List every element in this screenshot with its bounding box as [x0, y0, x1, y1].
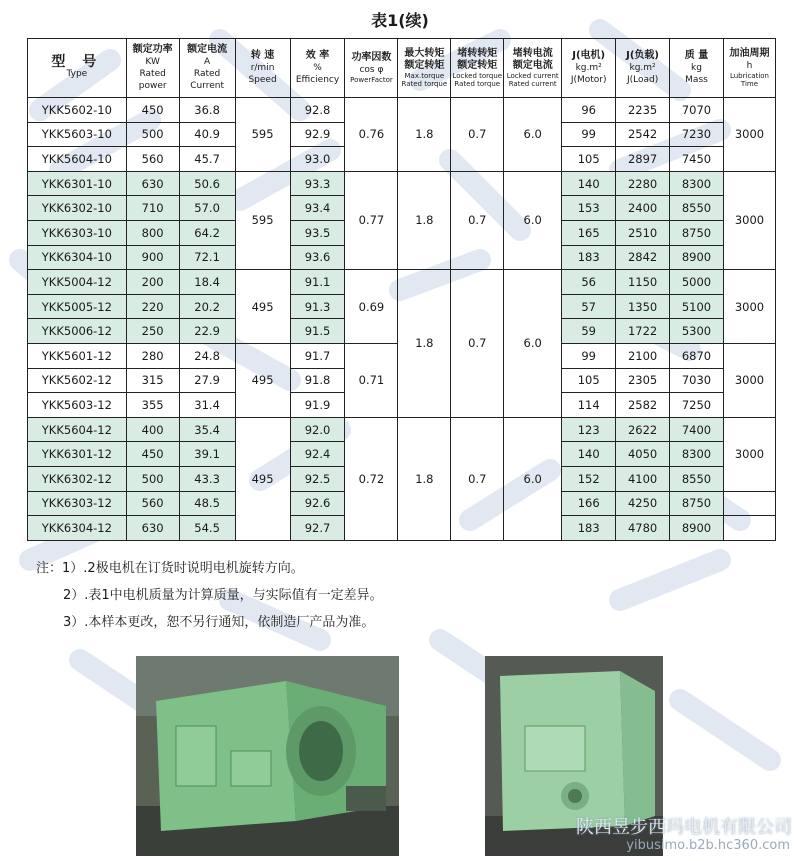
cell-type: YKK5006-12 — [28, 319, 127, 344]
cell-locked-current: 6.0 — [504, 98, 562, 172]
cell-type: YKK6302-12 — [28, 466, 127, 491]
cell-j-motor: 114 — [562, 393, 616, 418]
cell-mass: 8550 — [670, 196, 724, 221]
cell-rated-power: 220 — [126, 294, 179, 319]
cell-rated-power: 250 — [126, 319, 179, 344]
cell-locked-current: 6.0 — [504, 417, 562, 540]
cell-rated-current: 18.4 — [179, 270, 235, 295]
cell-rated-current: 24.8 — [179, 343, 235, 368]
cell-efficiency: 91.7 — [290, 343, 345, 368]
cell-rated-current: 31.4 — [179, 393, 235, 418]
cell-efficiency: 93.4 — [290, 196, 345, 221]
cell-mass: 7070 — [670, 98, 724, 123]
cell-power-factor: 0.69 — [345, 270, 398, 344]
cell-j-load: 1722 — [616, 319, 670, 344]
cell-j-load: 2280 — [616, 171, 670, 196]
cell-rated-power: 630 — [126, 516, 179, 541]
cell-rated-power: 500 — [126, 122, 179, 147]
cell-type: YKK5602-10 — [28, 98, 127, 123]
cell-j-motor: 96 — [562, 98, 616, 123]
cell-type: YKK5603-12 — [28, 393, 127, 418]
cell-j-load: 2100 — [616, 343, 670, 368]
cell-j-motor: 123 — [562, 417, 616, 442]
cell-j-load: 4250 — [616, 491, 670, 516]
cell-j-motor: 140 — [562, 442, 616, 467]
cell-rated-current: 72.1 — [179, 245, 235, 270]
cell-j-load: 2582 — [616, 393, 670, 418]
cell-j-load: 4050 — [616, 442, 670, 467]
cell-max-torque: 1.8 — [398, 417, 451, 540]
header-j-motor: J(电机) kg.m² J(Motor) — [562, 39, 616, 98]
cell-power-factor: 0.77 — [345, 171, 398, 269]
motor-spec-table — [27, 38, 776, 541]
cell-j-motor: 105 — [562, 368, 616, 393]
cell-j-motor: 140 — [562, 171, 616, 196]
cell-j-load: 2842 — [616, 245, 670, 270]
note-item: 1）.2极电机在订货时说明电机旋转方向。 — [62, 561, 304, 576]
cell-efficiency: 92.6 — [290, 491, 345, 516]
cell-max-torque: 1.8 — [398, 171, 451, 269]
cell-rated-current: 20.2 — [179, 294, 235, 319]
cell-lubrication-empty — [723, 516, 775, 541]
cell-j-motor: 183 — [562, 245, 616, 270]
cell-j-motor: 99 — [562, 122, 616, 147]
cell-rated-power: 400 — [126, 417, 179, 442]
header-row — [28, 39, 776, 98]
cell-efficiency: 91.8 — [290, 368, 345, 393]
cell-type: YKK5602-12 — [28, 368, 127, 393]
header-locked-torque: 堵转转矩 额定转矩 Locked torque Rated torque — [451, 39, 504, 98]
cell-mass: 8300 — [670, 442, 724, 467]
cell-speed: 495 — [235, 343, 290, 417]
cell-mass: 7400 — [670, 417, 724, 442]
note-item: 3）.本样本更改，恕不另行通知，依制造厂产品为准。 — [63, 615, 375, 630]
header-rated-current: 额定电流 A Rated Current — [179, 39, 235, 98]
cell-mass: 7230 — [670, 122, 724, 147]
header-j-load: J(负载) kg.m² J(Load) — [616, 39, 670, 98]
cell-efficiency: 92.5 — [290, 466, 345, 491]
cell-rated-current: 57.0 — [179, 196, 235, 221]
cell-j-load: 2622 — [616, 417, 670, 442]
cell-j-motor: 153 — [562, 196, 616, 221]
notes-prefix: 注： — [36, 561, 63, 576]
cell-locked-torque: 0.7 — [451, 417, 504, 540]
cell-type: YKK5603-10 — [28, 122, 127, 147]
cell-rated-power: 450 — [126, 98, 179, 123]
cell-lubrication: 3000 — [723, 343, 775, 417]
cell-type: YKK6303-12 — [28, 491, 127, 516]
cell-j-load: 2305 — [616, 368, 670, 393]
cell-efficiency: 92.7 — [290, 516, 345, 541]
cell-mass: 8750 — [670, 220, 724, 245]
cell-mass: 5100 — [670, 294, 724, 319]
table-row — [28, 171, 776, 196]
cell-speed: 595 — [235, 171, 290, 269]
note-item: 2）.表1中电机质量为计算质量，与实际值有一定差异。 — [63, 588, 383, 603]
cell-rated-current: 36.8 — [179, 98, 235, 123]
table-title: 表1(续) — [371, 11, 429, 30]
cell-rated-power: 280 — [126, 343, 179, 368]
cell-mass: 8550 — [670, 466, 724, 491]
header-mass: 质 量 kg Mass — [670, 39, 724, 98]
cell-type: YKK6302-10 — [28, 196, 127, 221]
cell-j-motor: 152 — [562, 466, 616, 491]
cell-type: YKK6303-10 — [28, 220, 127, 245]
header-efficiency: 效 率 % Efficiency — [290, 39, 345, 98]
cell-j-motor: 166 — [562, 491, 616, 516]
cell-type: YKK5604-10 — [28, 147, 127, 172]
cell-j-load: 2235 — [616, 98, 670, 123]
cell-efficiency: 93.3 — [290, 171, 345, 196]
cell-mass: 6870 — [670, 343, 724, 368]
cell-rated-current: 22.9 — [179, 319, 235, 344]
cell-locked-current: 6.0 — [504, 171, 562, 269]
cell-locked-torque: 0.7 — [451, 171, 504, 269]
cell-efficiency: 93.5 — [290, 220, 345, 245]
cell-rated-current: 39.1 — [179, 442, 235, 467]
header-rated-power: 额定功率 KW Rated power — [126, 39, 179, 98]
header-lubrication: 加油周期 h Lubrication Time — [723, 39, 775, 98]
cell-j-motor: 56 — [562, 270, 616, 295]
cell-lubrication: 3000 — [723, 417, 775, 491]
cell-rated-power: 200 — [126, 270, 179, 295]
cell-j-load: 2542 — [616, 122, 670, 147]
source-url: yibusimo.b2b.hc360.com — [626, 838, 790, 853]
cell-mass: 7030 — [670, 368, 724, 393]
cell-rated-power: 315 — [126, 368, 179, 393]
cell-mass: 5000 — [670, 270, 724, 295]
cell-j-load: 4100 — [616, 466, 670, 491]
cell-rated-power: 900 — [126, 245, 179, 270]
cell-efficiency: 91.9 — [290, 393, 345, 418]
header-max-torque: 最大转矩 额定转矩 Max.torque Rated torque — [398, 39, 451, 98]
cell-j-load: 2400 — [616, 196, 670, 221]
cell-type: YKK6304-10 — [28, 245, 127, 270]
cell-mass: 7450 — [670, 147, 724, 172]
cell-efficiency: 93.0 — [290, 147, 345, 172]
cell-rated-current: 27.9 — [179, 368, 235, 393]
cell-rated-power: 560 — [126, 147, 179, 172]
cell-j-load: 1350 — [616, 294, 670, 319]
motor-photo-left — [136, 656, 399, 856]
cell-mass: 8300 — [670, 171, 724, 196]
cell-type: YKK5604-12 — [28, 417, 127, 442]
cell-efficiency: 92.4 — [290, 442, 345, 467]
header-power-factor: 功率因数 cos φ PowerFactor — [345, 39, 398, 98]
table-row — [28, 98, 776, 123]
cell-efficiency: 92.8 — [290, 98, 345, 123]
cell-lubrication: 3000 — [723, 171, 775, 269]
notes-block — [36, 555, 383, 636]
header-locked-current: 堵转电流 额定电流 Locked current Rated current — [504, 39, 562, 98]
header-type: 型 号 Type — [28, 39, 127, 98]
cell-locked-torque: 0.7 — [451, 270, 504, 418]
cell-j-motor: 57 — [562, 294, 616, 319]
cell-speed: 595 — [235, 98, 290, 172]
cell-efficiency: 92.9 — [290, 122, 345, 147]
cell-type: YKK5004-12 — [28, 270, 127, 295]
cell-rated-current: 50.6 — [179, 171, 235, 196]
cell-rated-current: 48.5 — [179, 491, 235, 516]
cell-j-motor: 99 — [562, 343, 616, 368]
cell-rated-current: 43.3 — [179, 466, 235, 491]
cell-mass: 7250 — [670, 393, 724, 418]
cell-j-load: 2510 — [616, 220, 670, 245]
cell-j-motor: 183 — [562, 516, 616, 541]
cell-lubrication-empty — [723, 491, 775, 516]
cell-locked-torque: 0.7 — [451, 98, 504, 172]
table-row — [28, 417, 776, 442]
cell-j-motor: 105 — [562, 147, 616, 172]
cell-mass: 8900 — [670, 516, 724, 541]
cell-rated-power: 710 — [126, 196, 179, 221]
cell-speed: 495 — [235, 270, 290, 344]
cell-rated-current: 64.2 — [179, 220, 235, 245]
cell-mass: 5300 — [670, 319, 724, 344]
cell-power-factor: 0.71 — [345, 343, 398, 417]
table-row — [28, 270, 776, 295]
cell-power-factor: 0.72 — [345, 417, 398, 540]
cell-max-torque: 1.8 — [398, 270, 451, 418]
cell-lubrication: 3000 — [723, 98, 775, 172]
cell-efficiency: 93.6 — [290, 245, 345, 270]
cell-speed: 495 — [235, 417, 290, 540]
company-name: 陕西昱步西玛电机有限公司 — [576, 817, 792, 838]
cell-power-factor: 0.76 — [345, 98, 398, 172]
cell-rated-power: 560 — [126, 491, 179, 516]
cell-rated-power: 630 — [126, 171, 179, 196]
cell-type: YKK5601-12 — [28, 343, 127, 368]
cell-mass: 8750 — [670, 491, 724, 516]
cell-mass: 8900 — [670, 245, 724, 270]
cell-rated-current: 45.7 — [179, 147, 235, 172]
cell-j-motor: 59 — [562, 319, 616, 344]
cell-type: YKK5005-12 — [28, 294, 127, 319]
cell-locked-current: 6.0 — [504, 270, 562, 418]
cell-efficiency: 92.0 — [290, 417, 345, 442]
cell-max-torque: 1.8 — [398, 98, 451, 172]
cell-j-load: 4780 — [616, 516, 670, 541]
cell-j-motor: 165 — [562, 220, 616, 245]
cell-type: YKK6301-12 — [28, 442, 127, 467]
cell-efficiency: 91.3 — [290, 294, 345, 319]
cell-type: YKK6301-10 — [28, 171, 127, 196]
cell-rated-current: 54.5 — [179, 516, 235, 541]
cell-j-load: 2897 — [616, 147, 670, 172]
cell-rated-power: 450 — [126, 442, 179, 467]
cell-rated-power: 800 — [126, 220, 179, 245]
header-speed: 转 速 r/min Speed — [235, 39, 290, 98]
cell-rated-current: 35.4 — [179, 417, 235, 442]
cell-rated-power: 500 — [126, 466, 179, 491]
cell-j-load: 1150 — [616, 270, 670, 295]
cell-rated-current: 40.9 — [179, 122, 235, 147]
cell-type: YKK6304-12 — [28, 516, 127, 541]
cell-lubrication: 3000 — [723, 270, 775, 344]
cell-rated-power: 355 — [126, 393, 179, 418]
cell-efficiency: 91.1 — [290, 270, 345, 295]
cell-efficiency: 91.5 — [290, 319, 345, 344]
